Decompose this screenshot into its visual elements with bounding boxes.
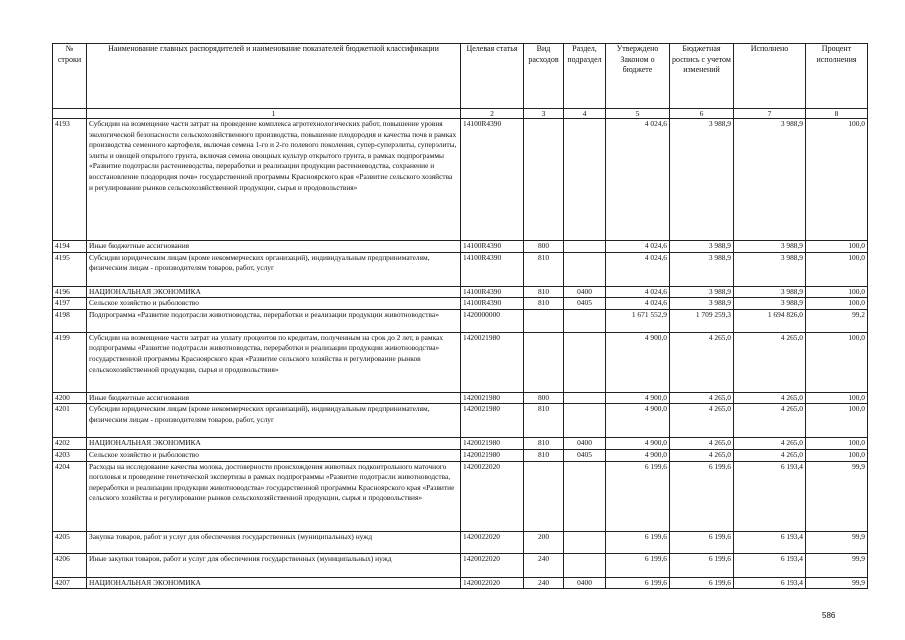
row-approved: 4 024,6 <box>606 298 670 310</box>
column-number: 8 <box>806 109 868 119</box>
row-approved: 4 900,0 <box>606 449 670 461</box>
row-expense-type: 810 <box>524 286 564 298</box>
row-executed: 6 193,4 <box>734 461 806 531</box>
row-section <box>564 241 606 253</box>
table-row <box>53 241 868 253</box>
row-approved: 4 900,0 <box>606 404 670 438</box>
table-row <box>53 286 868 298</box>
row-budget: 3 988,9 <box>670 286 734 298</box>
column-number: 4 <box>564 109 606 119</box>
header-percent: Процент исполнения <box>806 44 868 109</box>
row-percent: 99,9 <box>806 461 868 531</box>
row-percent: 100,0 <box>806 298 868 310</box>
row-expense-type: 800 <box>524 392 564 404</box>
row-expense-type: 810 <box>524 298 564 310</box>
row-approved: 4 024,6 <box>606 119 670 241</box>
row-number: 4193 <box>53 119 87 241</box>
row-executed: 4 265,0 <box>734 449 806 461</box>
row-section: 0400 <box>564 286 606 298</box>
row-name: Иные бюджетные ассигнования <box>87 392 461 404</box>
row-percent: 100,0 <box>806 119 868 241</box>
header-name: Наименование главных распорядителей и наименование показателей бюджетной классификации <box>87 44 461 109</box>
column-number: 6 <box>670 109 734 119</box>
row-section <box>564 332 606 392</box>
page-number: 586 <box>822 611 836 620</box>
row-budget: 3 988,9 <box>670 252 734 286</box>
row-expense-type <box>524 461 564 531</box>
column-number-blank <box>53 109 87 119</box>
row-percent: 99,2 <box>806 309 868 332</box>
row-budget: 3 988,9 <box>670 298 734 310</box>
row-number: 4200 <box>53 392 87 404</box>
row-percent: 99,9 <box>806 531 868 553</box>
row-budget: 4 265,0 <box>670 438 734 450</box>
row-name: Расходы на исследование качества молока, достоверности происхождения животных подконтрольного маточного поголовья и проведение генетической экспертизы в рамках подпрограммы «Развитие подотрасли животноводства, переработки и реализации продукции животноводства» государственной программы Красноярского края «Развитие сельского хозяйства и регулирование рынков сельскохозяйственной продукции, сырья и продовольствия» <box>87 461 461 531</box>
row-executed: 1 694 826,0 <box>734 309 806 332</box>
column-number-row <box>53 109 868 119</box>
row-number: 4198 <box>53 309 87 332</box>
row-target-item: 1420022020 <box>461 461 524 531</box>
row-name: НАЦИОНАЛЬНАЯ ЭКОНОМИКА <box>87 438 461 450</box>
row-name: Сельское хозяйство и рыболовство <box>87 298 461 310</box>
row-approved: 6 199,6 <box>606 553 670 577</box>
row-percent: 100,0 <box>806 286 868 298</box>
row-executed: 4 265,0 <box>734 404 806 438</box>
column-number: 3 <box>524 109 564 119</box>
table-row <box>53 332 868 392</box>
row-target-item: 14100R4390 <box>461 298 524 310</box>
row-name: Закупка товаров, работ и услуг для обеспечения государственных (муниципальных) нужд <box>87 531 461 553</box>
header-approved: Утверждено Законом о бюджете <box>606 44 670 109</box>
row-number: 4195 <box>53 252 87 286</box>
row-number: 4207 <box>53 577 87 589</box>
table-row <box>53 461 868 531</box>
row-number: 4205 <box>53 531 87 553</box>
column-number: 2 <box>461 109 524 119</box>
row-expense-type: 810 <box>524 438 564 450</box>
row-number: 4202 <box>53 438 87 450</box>
table-row <box>53 449 868 461</box>
row-number: 4194 <box>53 241 87 253</box>
row-target-item: 14100R4390 <box>461 119 524 241</box>
row-expense-type: 810 <box>524 404 564 438</box>
row-number: 4196 <box>53 286 87 298</box>
row-target-item: 14100R4390 <box>461 286 524 298</box>
row-number: 4206 <box>53 553 87 577</box>
row-target-item: 1420022020 <box>461 577 524 589</box>
row-name: Субсидии юридическим лицам (кроме некоммерческих организаций), индивидуальным предпринимателям, физическим лицам - производителям товаров, работ, услуг <box>87 404 461 438</box>
row-expense-type: 240 <box>524 553 564 577</box>
row-percent: 99,9 <box>806 577 868 589</box>
row-approved: 4 900,0 <box>606 332 670 392</box>
table-row <box>53 577 868 589</box>
budget-execution-table <box>52 43 868 589</box>
row-target-item: 1420022020 <box>461 531 524 553</box>
row-section <box>564 252 606 286</box>
row-percent: 99,9 <box>806 553 868 577</box>
header-expense-type: Вид расходов <box>524 44 564 109</box>
row-approved: 4 024,6 <box>606 241 670 253</box>
row-budget: 4 265,0 <box>670 404 734 438</box>
table-row <box>53 553 868 577</box>
row-expense-type <box>524 119 564 241</box>
row-budget: 6 199,6 <box>670 553 734 577</box>
row-name: Субсидии на возмещение части затрат на уплату процентов по кредитам, полученным на срок до 2 лет, в рамках подпрограммы «Развитие подотрасли животноводства, переработки и реализации продукции животноводства» государственной программы Красноярского края «Развитие сельского хозяйства и регулирование рынков сельскохозяйственной продукции, сырья и продовольствия» <box>87 332 461 392</box>
row-section <box>564 119 606 241</box>
row-approved: 1 671 552,9 <box>606 309 670 332</box>
row-number: 4201 <box>53 404 87 438</box>
header-row <box>53 44 868 109</box>
row-budget: 3 988,9 <box>670 119 734 241</box>
row-executed: 6 193,4 <box>734 531 806 553</box>
table-row <box>53 252 868 286</box>
header-target-item: Целевая статья <box>461 44 524 109</box>
row-percent: 100,0 <box>806 241 868 253</box>
row-target-item: 1420021980 <box>461 404 524 438</box>
row-percent: 100,0 <box>806 449 868 461</box>
row-executed: 4 265,0 <box>734 438 806 450</box>
column-number: 7 <box>734 109 806 119</box>
row-number: 4203 <box>53 449 87 461</box>
row-name: Иные закупки товаров, работ и услуг для обеспечения государственных (муниципальных) нужд <box>87 553 461 577</box>
row-name: Субсидии юридическим лицам (кроме некоммерческих организаций), индивидуальным предпринимателям, физическим лицам - производителям товаров, работ, услуг <box>87 252 461 286</box>
row-target-item: 14100R4390 <box>461 252 524 286</box>
header-row-number: № строки <box>53 44 87 109</box>
row-budget: 4 265,0 <box>670 392 734 404</box>
row-approved: 6 199,6 <box>606 461 670 531</box>
row-approved: 4 024,6 <box>606 252 670 286</box>
row-approved: 4 900,0 <box>606 438 670 450</box>
row-percent: 100,0 <box>806 404 868 438</box>
row-executed: 4 265,0 <box>734 332 806 392</box>
table-row <box>53 404 868 438</box>
header-section: Раздел, подраздел <box>564 44 606 109</box>
row-target-item: 1420021980 <box>461 392 524 404</box>
row-expense-type: 240 <box>524 577 564 589</box>
row-name: Подпрограмма «Развитие подотрасли животноводства, переработки и реализации продукции животноводства» <box>87 309 461 332</box>
row-section <box>564 531 606 553</box>
row-expense-type <box>524 309 564 332</box>
table-row <box>53 531 868 553</box>
row-name: Субсидии на возмещение части затрат на проведение комплекса агротехнологических работ, повышение уровня экологической безопасности сельскохозяйственного производства, повышение плодородия и качества почв в рамках производства семенного картофеля, включая семена 1-го и 2-го полевого поколения, супер-суперэлиты, суперэлиты, элиты и овощей открытого грунта, включая семена овощных культур открытого грунта, в рамках подпрограммы «Развитие подотрасли растениеводства, переработки и реализации продукции растениеводства, сохранение и восстановление плодородия почв» государственной программы Красноярского края «Развитие сельского хозяйства и регулирование рынков сельскохозяйственной продукции, сырья и продовольствия» <box>87 119 461 241</box>
row-target-item: 1420021980 <box>461 438 524 450</box>
row-approved: 6 199,6 <box>606 531 670 553</box>
row-section: 0400 <box>564 577 606 589</box>
column-number: 5 <box>606 109 670 119</box>
row-section <box>564 461 606 531</box>
row-percent: 100,0 <box>806 438 868 450</box>
row-executed: 3 988,9 <box>734 286 806 298</box>
row-target-item: 1420000000 <box>461 309 524 332</box>
row-expense-type: 200 <box>524 531 564 553</box>
column-number: 1 <box>87 109 461 119</box>
row-number: 4204 <box>53 461 87 531</box>
header-executed: Исполнено <box>734 44 806 109</box>
row-budget: 6 199,6 <box>670 461 734 531</box>
table-row <box>53 298 868 310</box>
row-name: НАЦИОНАЛЬНАЯ ЭКОНОМИКА <box>87 286 461 298</box>
row-executed: 3 988,9 <box>734 252 806 286</box>
row-number: 4199 <box>53 332 87 392</box>
row-percent: 100,0 <box>806 392 868 404</box>
row-number: 4197 <box>53 298 87 310</box>
row-expense-type: 800 <box>524 241 564 253</box>
row-budget: 6 199,6 <box>670 577 734 589</box>
row-target-item: 14100R4390 <box>461 241 524 253</box>
row-budget: 1 709 259,3 <box>670 309 734 332</box>
header-budget-schedule: Бюджетная роспись с учетом изменений <box>670 44 734 109</box>
row-target-item: 1420022020 <box>461 553 524 577</box>
row-executed: 3 988,9 <box>734 298 806 310</box>
table-row <box>53 438 868 450</box>
row-section: 0400 <box>564 438 606 450</box>
row-name: Иные бюджетные ассигнования <box>87 241 461 253</box>
row-budget: 4 265,0 <box>670 449 734 461</box>
row-budget: 6 199,6 <box>670 531 734 553</box>
row-name: Сельское хозяйство и рыболовство <box>87 449 461 461</box>
row-executed: 6 193,4 <box>734 577 806 589</box>
row-budget: 3 988,9 <box>670 241 734 253</box>
row-percent: 100,0 <box>806 332 868 392</box>
row-expense-type: 810 <box>524 449 564 461</box>
row-section: 0405 <box>564 298 606 310</box>
row-executed: 6 193,4 <box>734 553 806 577</box>
row-section <box>564 553 606 577</box>
table-row <box>53 392 868 404</box>
row-section <box>564 404 606 438</box>
row-expense-type <box>524 332 564 392</box>
row-budget: 4 265,0 <box>670 332 734 392</box>
row-approved: 6 199,6 <box>606 577 670 589</box>
row-percent: 100,0 <box>806 252 868 286</box>
row-target-item: 1420021980 <box>461 449 524 461</box>
row-executed: 4 265,0 <box>734 392 806 404</box>
row-approved: 4 900,0 <box>606 392 670 404</box>
row-approved: 4 024,6 <box>606 286 670 298</box>
row-target-item: 1420021980 <box>461 332 524 392</box>
row-expense-type: 810 <box>524 252 564 286</box>
row-section <box>564 309 606 332</box>
row-name: НАЦИОНАЛЬНАЯ ЭКОНОМИКА <box>87 577 461 589</box>
row-executed: 3 988,9 <box>734 119 806 241</box>
table-row <box>53 309 868 332</box>
row-section: 0405 <box>564 449 606 461</box>
row-executed: 3 988,9 <box>734 241 806 253</box>
row-section <box>564 392 606 404</box>
table-row <box>53 119 868 241</box>
